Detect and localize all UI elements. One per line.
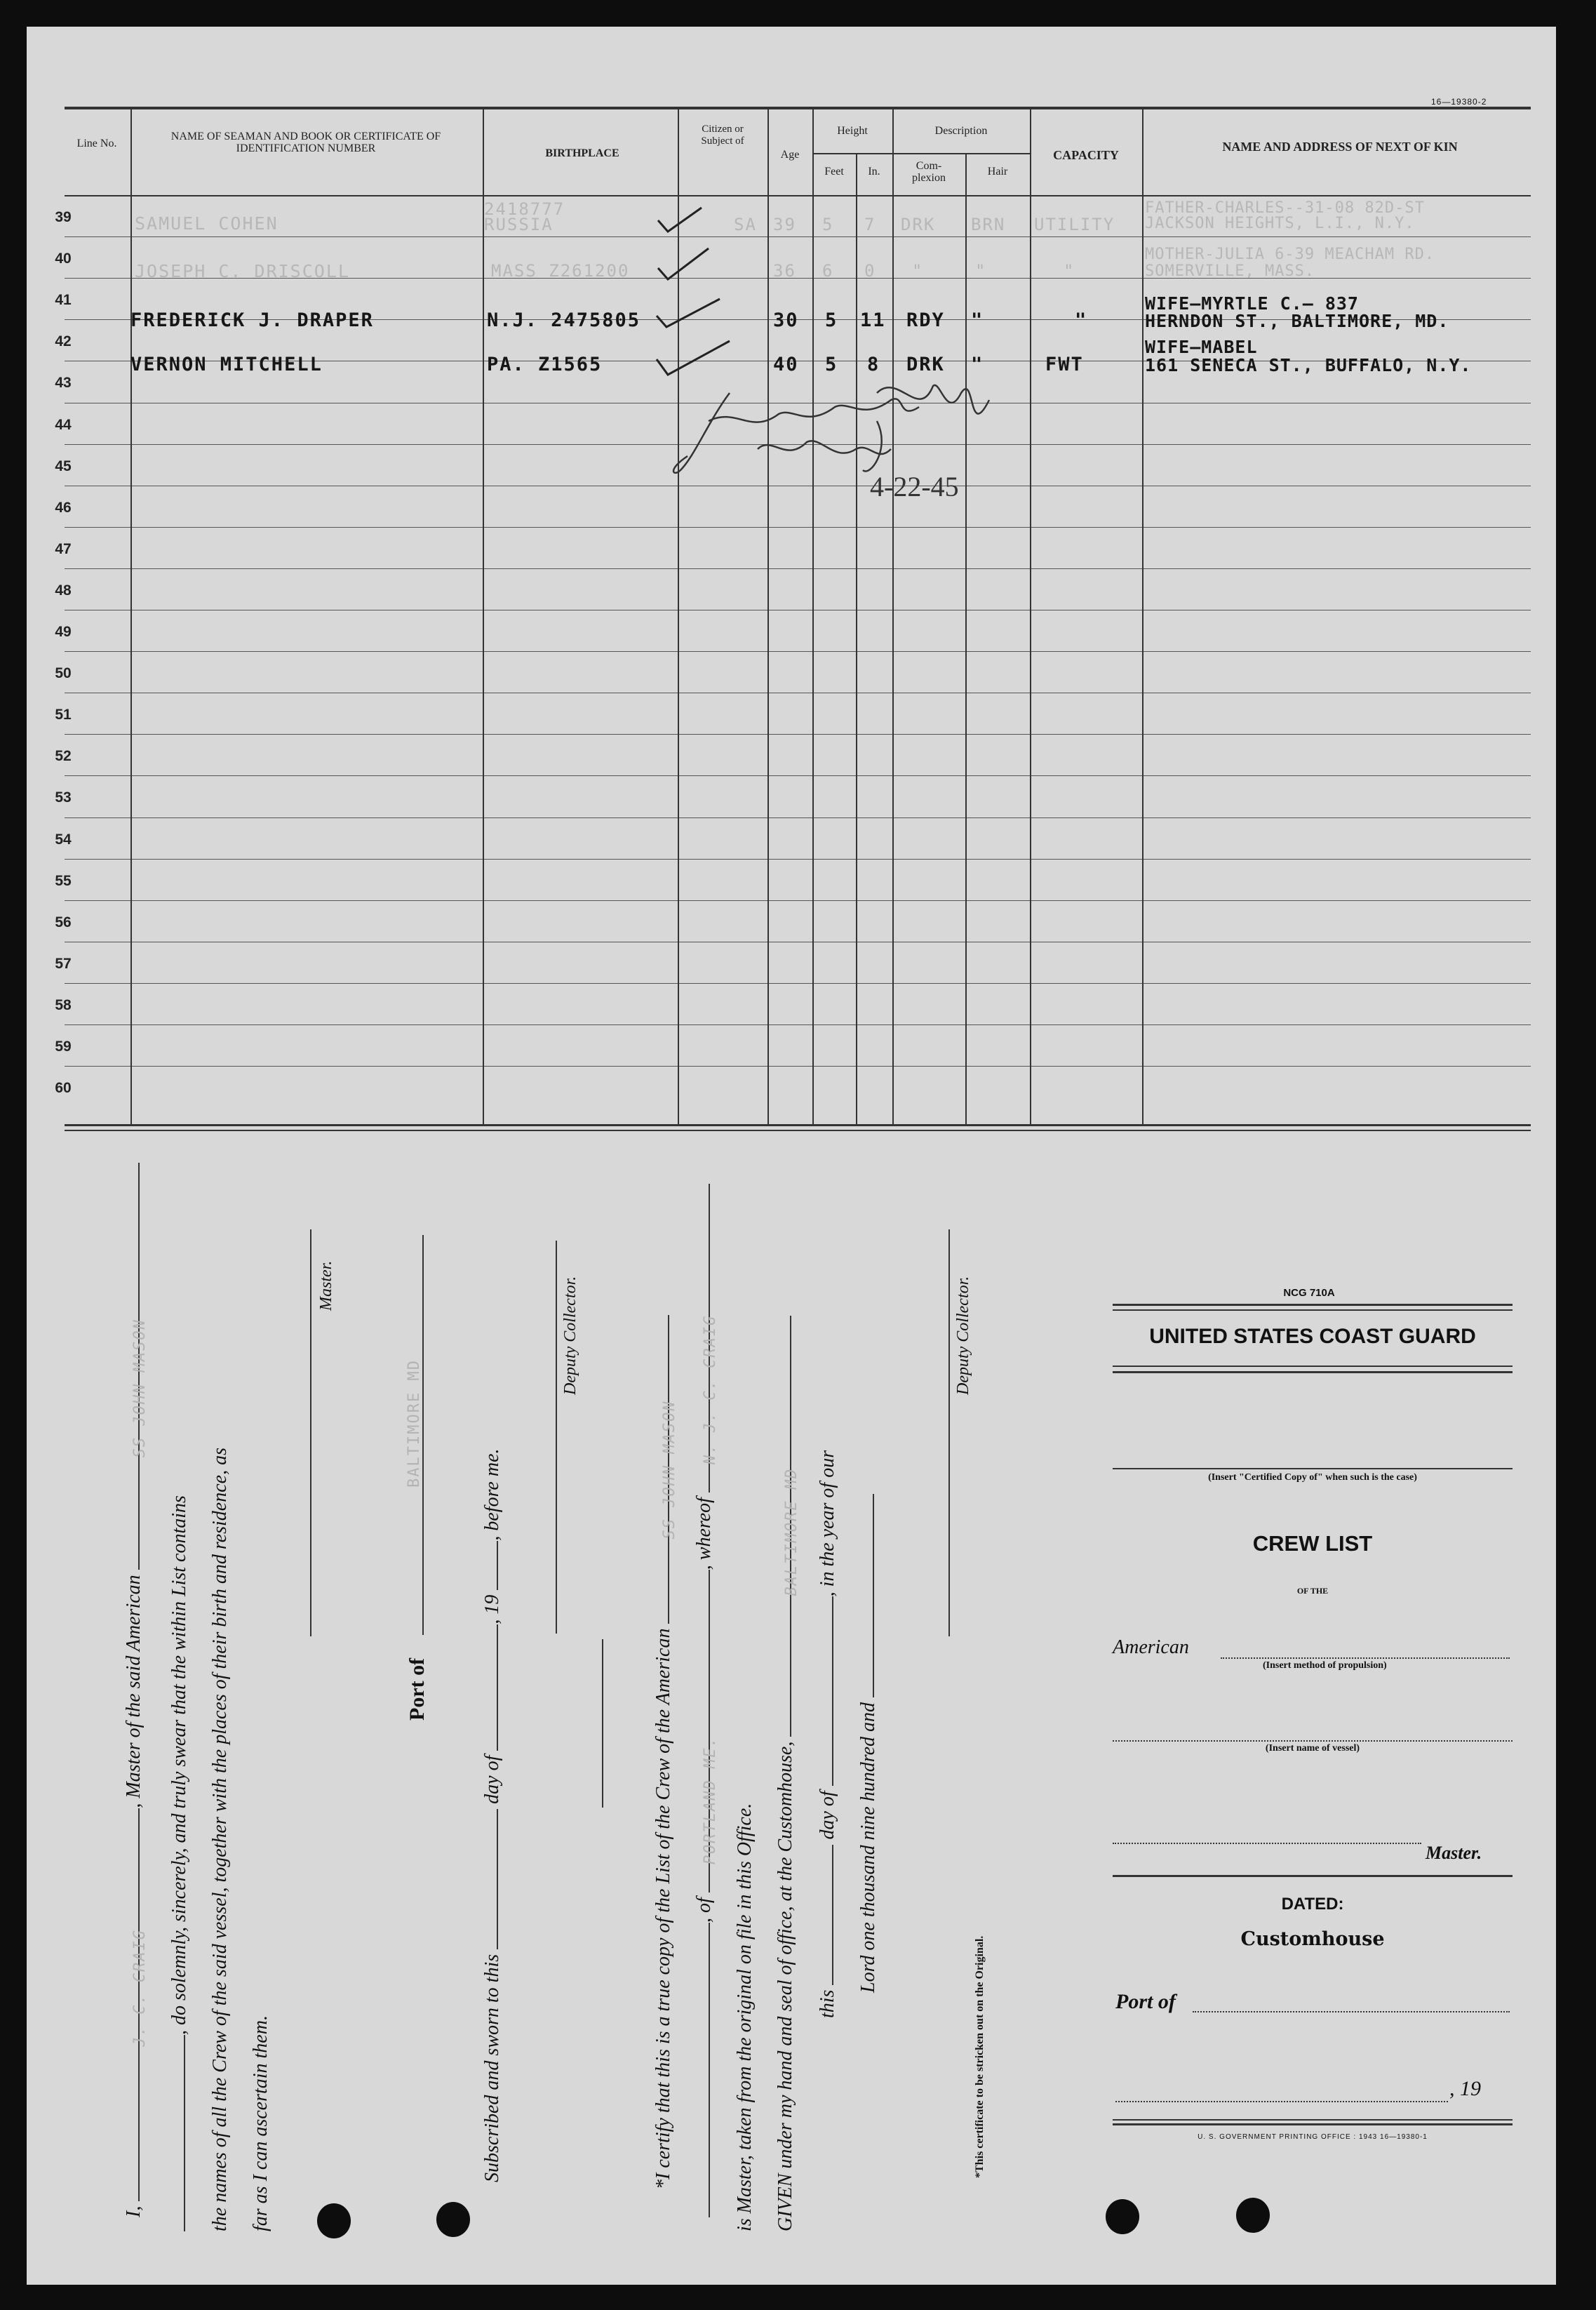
cert-day-of: day of	[817, 1791, 838, 1840]
header-hair: Hair	[987, 166, 1008, 178]
row-39-name: SAMUEL COHEN	[135, 213, 279, 234]
american-label: American	[1113, 1636, 1189, 1658]
oath-subscribed: Subscribed and sworn to this	[481, 1954, 503, 2182]
cert-line-4: GIVEN under my hand and seal of office, at the Customhouse,	[774, 1741, 796, 2231]
row-39-birthplace: RUSSIA	[484, 215, 554, 234]
binder-hole	[317, 2203, 351, 2238]
line-number: 46	[55, 500, 72, 516]
oath-master-of: , Master of the said American	[123, 1575, 145, 1808]
citizen-check-marks	[652, 203, 751, 393]
signature-title	[765, 428, 901, 469]
header-age: Age	[780, 149, 800, 161]
line-number: 51	[55, 707, 72, 723]
certified-copy-note: (Insert "Certified Copy of" when such is the case)	[1208, 1472, 1417, 1483]
row-40-feet: 6	[822, 261, 834, 281]
oath-line-4: far as I can ascertain them.	[250, 2015, 271, 2231]
row-40-hair: "	[975, 261, 987, 281]
row-41-inches: 11	[860, 309, 886, 331]
row-39-hair: BRN	[971, 215, 1006, 234]
line-number: 41	[55, 292, 72, 308]
binder-hole	[1106, 2199, 1139, 2234]
cert-lord: Lord one thousand nine hundred and	[857, 1702, 879, 1993]
cert-footnote: *This certificate to be stricken out on the Original.	[974, 1935, 986, 2178]
row-42-capacity: FWT	[1045, 354, 1084, 375]
dated-label: DATED:	[1281, 1895, 1344, 1914]
row-39-citizen: SA	[734, 215, 757, 234]
row-42-birthplace: PA. Z1565	[487, 354, 603, 375]
oath-line-2: , do solemnly, sincerely, and truly swear that the within List contains	[168, 1495, 190, 2035]
row-40-age: 36	[773, 261, 796, 281]
form-code-top: 16—19380-2	[1431, 97, 1487, 107]
line-number: 42	[55, 333, 72, 349]
oath-master-name: J. C. CRAIG	[131, 1928, 149, 2047]
oath-before-me: , before me.	[481, 1448, 503, 1541]
cert-line-3: is Master, taken from the original on file in this Office.	[734, 1803, 756, 2231]
oath-line-3: the names of all the Crew of the said vessel, together with the places of their birth and residence, as	[209, 1448, 231, 2231]
cert-this: this	[817, 1989, 838, 2018]
line-number: 52	[55, 748, 72, 764]
signature-date: 4-22-45	[870, 471, 959, 502]
row-39-complexion: DRK	[901, 215, 936, 234]
row-39-capacity: UTILITY	[1034, 215, 1115, 234]
row-40-birthplace: MASS Z261200	[491, 261, 630, 281]
header-next-of-kin: NAME AND ADDRESS OF NEXT OF KIN	[1222, 140, 1458, 154]
row-40-name: JOSEPH C. DRISCOLL	[135, 261, 350, 281]
binder-hole	[1236, 2198, 1270, 2233]
of-the: OF THE	[1296, 1586, 1329, 1596]
line-number: 58	[55, 997, 72, 1013]
row-39-kin-line1: FATHER-CHARLES--31-08 82D-ST	[1145, 199, 1425, 217]
oath-subscribed-day: day of	[481, 1755, 503, 1804]
oath-subscribed-19: , 19	[481, 1594, 503, 1624]
header-citizen: Citizen or Subject of	[701, 123, 744, 147]
row-42-inches: 8	[867, 354, 880, 375]
row-42-name: VERNON MITCHELL	[130, 354, 323, 375]
row-40-inches: 0	[864, 261, 876, 281]
line-number: 44	[55, 417, 72, 433]
line-number: 54	[55, 832, 72, 848]
row-41-kin-line2: HERNDON ST., BALTIMORE, MD.	[1145, 311, 1449, 331]
line-number: 49	[55, 624, 72, 640]
oath-i: I,	[123, 2205, 145, 2217]
row-41-age: 30	[773, 309, 799, 331]
agency-name: UNITED STATES COAST GUARD	[1149, 1325, 1476, 1348]
header-height: Height	[837, 125, 868, 137]
row-41-hair: "	[971, 309, 984, 331]
row-41-birthplace: N.J. 2475805	[487, 309, 641, 331]
row-42-kin-line1: WIFE—MABEL	[1145, 337, 1258, 357]
line-number: 56	[55, 914, 72, 930]
row-39-kin-line2: JACKSON HEIGHTS, L.I., N.Y.	[1145, 215, 1415, 232]
oath-master-label: Master.	[317, 1260, 335, 1311]
oath-vessel-name: SS JOHN MASON	[131, 1318, 149, 1458]
line-number: 50	[55, 665, 72, 681]
line-number: 53	[55, 789, 72, 806]
signature-name	[709, 379, 997, 426]
header-line-no: Line No.	[76, 138, 117, 149]
cert-year-of-our: , in the year of our	[817, 1450, 838, 1597]
row-41-feet: 5	[825, 309, 838, 331]
cert-vessel-name: SS JOHN MASON	[661, 1400, 678, 1540]
line-number: 57	[55, 956, 72, 972]
printer-imprint: U. S. GOVERNMENT PRINTING OFFICE : 1943 16—19380-1	[1198, 2133, 1428, 2141]
row-40-kin-line2: SOMERVILLE, MASS.	[1145, 262, 1315, 280]
year-19: , 19	[1449, 2077, 1481, 2100]
header-description: Description	[934, 125, 988, 137]
propulsion-note: (Insert method of propulsion)	[1263, 1660, 1387, 1671]
header-feet: Feet	[824, 166, 844, 178]
oath-port-of: Port of	[405, 1657, 429, 1721]
deputy-collector-2: Deputy Collector.	[954, 1276, 972, 1395]
cert-master-name: N. J. C. CRAIG	[702, 1314, 719, 1465]
row-40-capacity: "	[1064, 261, 1075, 281]
row-41-complexion: RDY	[906, 309, 945, 331]
row-39-feet: 5	[822, 215, 834, 234]
line-number: 40	[55, 251, 72, 267]
header-capacity: CAPACITY	[1053, 148, 1119, 162]
cert-place: BALTIMORE MD	[783, 1467, 800, 1596]
row-42-age: 40	[773, 354, 799, 375]
line-number: 48	[55, 582, 72, 599]
oath-port-typed: BALTIMORE MD	[405, 1359, 423, 1488]
cert-line-1: *I certify that this is a true copy of the List of the Crew of the American	[652, 1628, 674, 2189]
line-number: 47	[55, 541, 72, 557]
row-40-complexion: "	[912, 261, 924, 281]
row-41-kin-line1: WIFE—MYRTLE C.— 837	[1145, 293, 1359, 314]
port-of-label: Port of	[1115, 1990, 1176, 2013]
master-label: Master.	[1426, 1843, 1482, 1863]
line-number: 55	[55, 873, 72, 889]
header-birthplace: BIRTHPLACE	[545, 147, 619, 159]
header-inches: In.	[868, 166, 880, 178]
document-title: CREW LIST	[1252, 1531, 1373, 1556]
header-complexion: Com-plexion	[912, 160, 946, 184]
line-number: 43	[55, 375, 72, 391]
header-name: NAME OF SEAMAN AND BOOK OR CERTIFICATE OF IDENTIFICATION NUMBER	[170, 131, 441, 154]
cert-of: , of	[693, 1897, 715, 1923]
row-42-feet: 5	[825, 354, 838, 375]
row-41-name: FREDERICK J. DRAPER	[130, 309, 374, 331]
line-number: 60	[55, 1080, 72, 1096]
row-41-capacity: "	[1075, 309, 1088, 331]
row-42-kin-line2: 161 SENECA ST., BUFFALO, N.Y.	[1145, 355, 1472, 375]
form-number: NCG 710A	[1283, 1287, 1335, 1299]
line-number: 59	[55, 1039, 72, 1055]
row-42-hair: "	[971, 354, 984, 375]
row-39-birth-number: 2418777	[484, 199, 565, 219]
row-40-kin-line1: MOTHER-JULIA 6-39 MEACHAM RD.	[1145, 246, 1435, 263]
row-42-complexion: DRK	[906, 354, 945, 375]
binder-hole	[436, 2202, 470, 2237]
customhouse-label: Customhouse	[1240, 1928, 1385, 1950]
row-39-inches: 7	[864, 215, 876, 234]
cert-port: PORTLAND ME.	[702, 1736, 719, 1865]
cert-whereof: , whereof	[693, 1497, 715, 1570]
line-number: 39	[55, 209, 72, 225]
line-number: 45	[55, 458, 72, 474]
vessel-name-note: (Insert name of vessel)	[1265, 1743, 1360, 1754]
row-39-age: 39	[773, 215, 796, 234]
deputy-collector-1: Deputy Collector.	[561, 1276, 579, 1395]
